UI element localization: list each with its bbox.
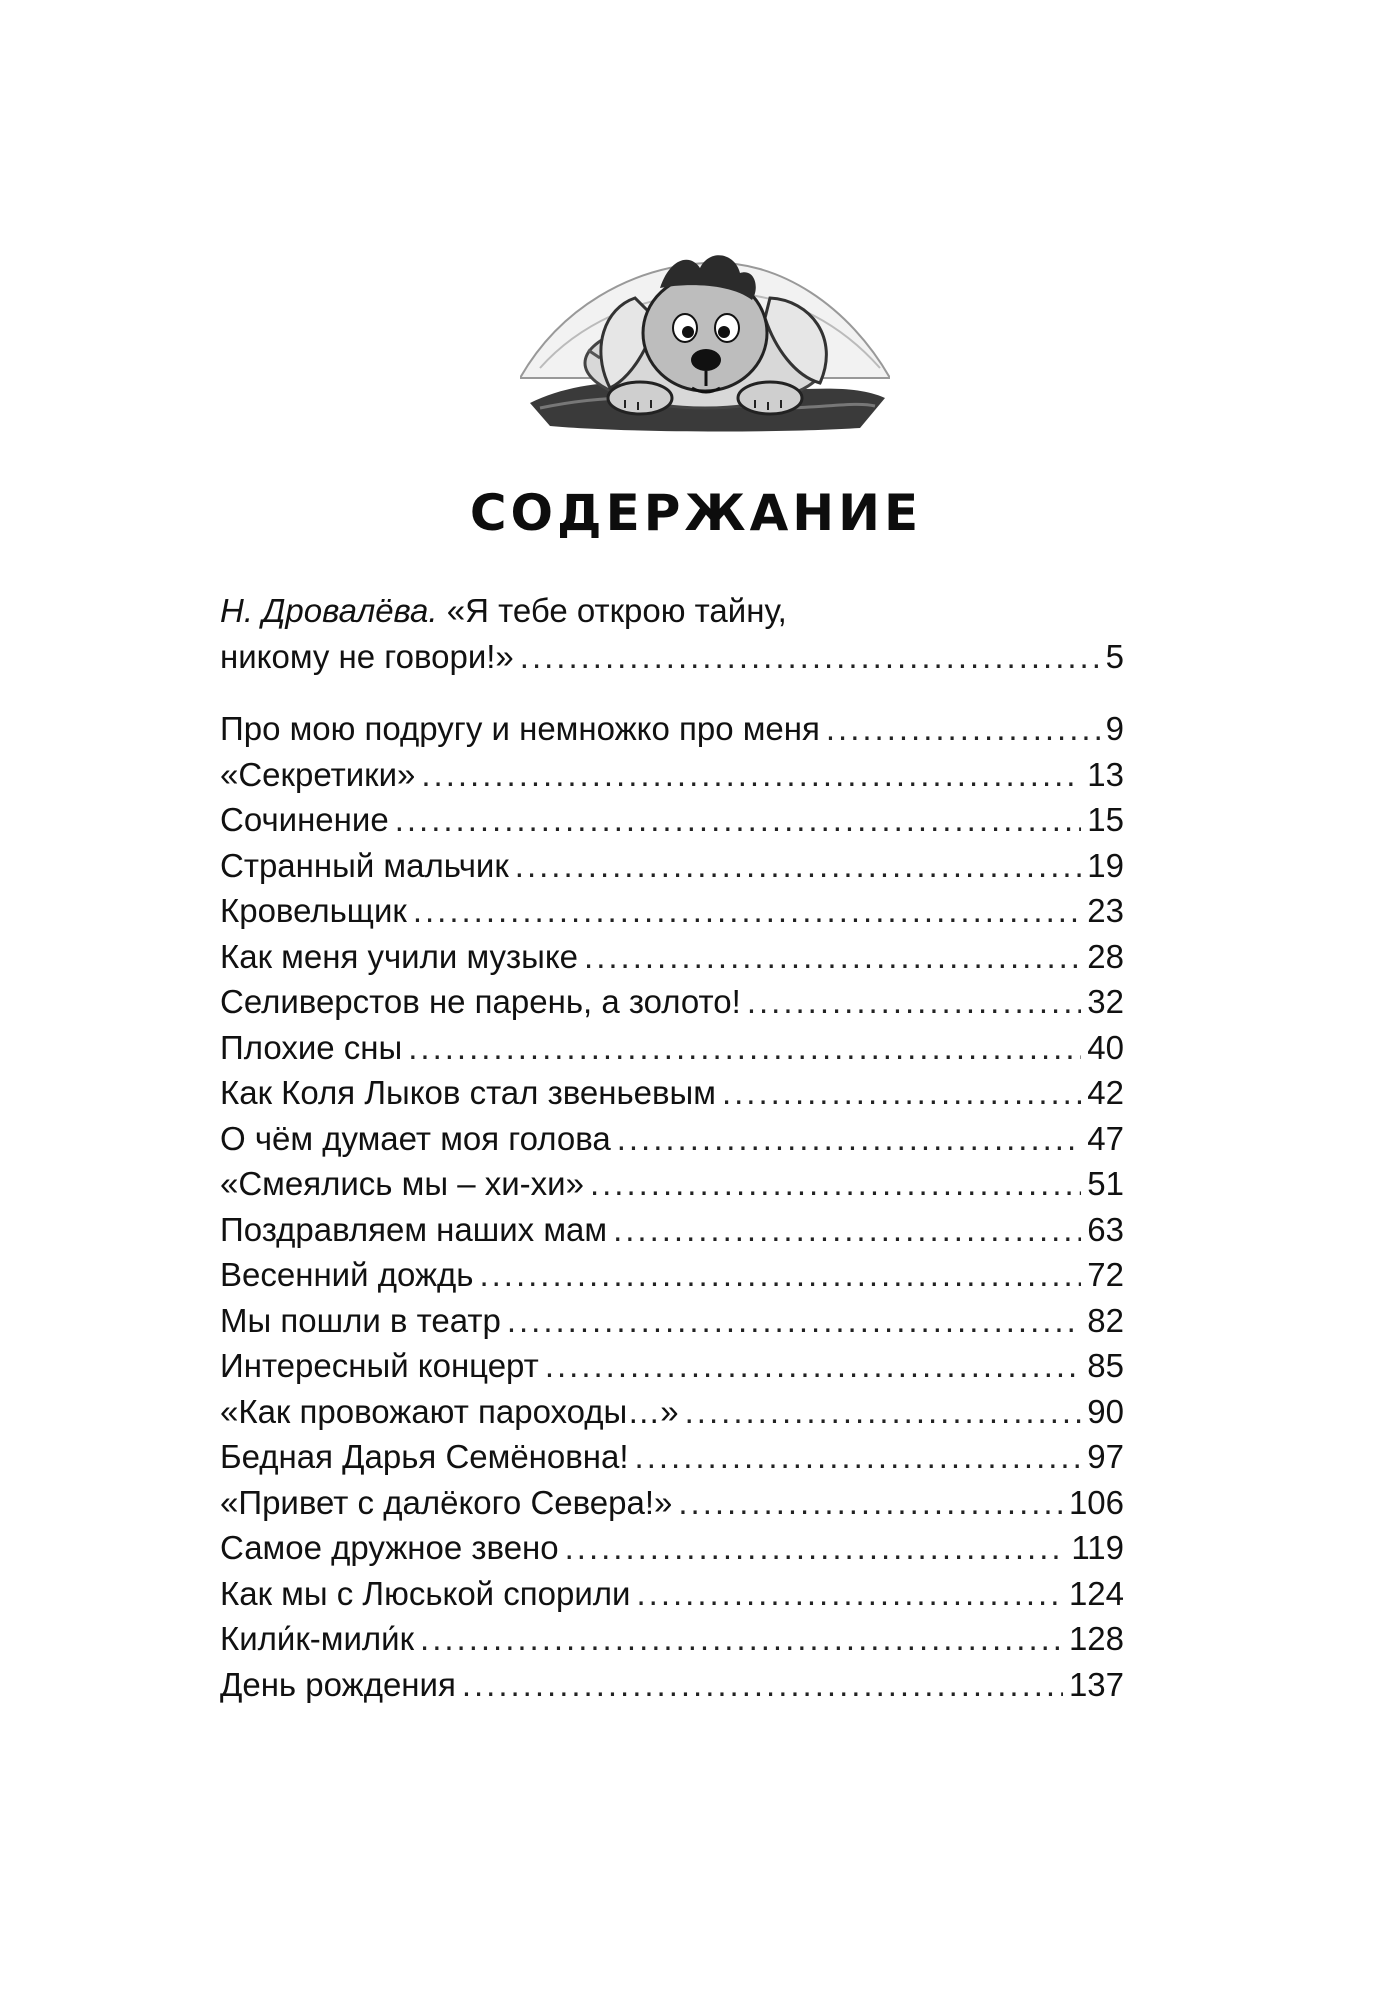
page-number: 15 <box>1087 801 1124 838</box>
page-number: 13 <box>1087 755 1124 793</box>
entries-list <box>220 706 1124 1707</box>
dot-leader <box>462 1662 1063 1708</box>
page-number: 128 <box>1068 1620 1124 1657</box>
page-number: 106 <box>1068 1483 1124 1521</box>
entry-title: Как меня учили музыке <box>220 937 579 975</box>
toc-entry[interactable] <box>220 1434 1124 1480</box>
dot-leader <box>408 1025 1081 1071</box>
page-number: 40 <box>1087 1028 1124 1066</box>
entry-title: День рождения <box>220 1665 456 1703</box>
toc-entry[interactable] <box>220 752 1124 798</box>
toc-entry[interactable] <box>220 843 1124 889</box>
dot-leader <box>617 1116 1082 1162</box>
puppy-illustration <box>520 228 890 438</box>
entry-title: Кили́к-мили́к <box>220 1620 415 1657</box>
page-number: 90 <box>1087 1392 1124 1430</box>
page-number: 72 <box>1087 1256 1124 1293</box>
entry-title: «Привет с далёкого Севера!» <box>220 1483 673 1521</box>
page-number: 137 <box>1068 1665 1124 1703</box>
entry-title: Интересный концерт <box>220 1347 539 1384</box>
page-number: 124 <box>1068 1574 1124 1612</box>
page-number: 42 <box>1087 1074 1124 1111</box>
toc-entry[interactable] <box>220 1662 1124 1708</box>
entry-title: Бедная Дарья Семёновна! <box>220 1438 629 1475</box>
page-number: 85 <box>1087 1347 1124 1384</box>
dot-leader <box>613 1207 1081 1253</box>
toc-heading: СОДЕРЖАНИЕ <box>469 484 923 542</box>
page-number: 23 <box>1087 892 1124 929</box>
entry-title: Плохие сны <box>220 1028 403 1066</box>
table-of-contents <box>220 588 1124 1707</box>
toc-entry[interactable] <box>220 1298 1124 1344</box>
toc-entry[interactable] <box>220 888 1124 934</box>
dot-leader <box>515 843 1082 889</box>
toc-entry[interactable] <box>220 1616 1124 1662</box>
page-number: 5 <box>1105 637 1124 675</box>
entry-title: «Смеялись мы – хи-хи» <box>220 1165 584 1202</box>
dot-leader <box>395 797 1082 843</box>
entry-title: Как мы с Люськой спорили <box>220 1574 631 1612</box>
entry-title: О чём думает моя голова <box>220 1119 611 1157</box>
entry-title: Поздравляем наших мам <box>220 1210 608 1248</box>
entry-title: Как Коля Лыков стал звеньевым <box>220 1074 716 1111</box>
entry-title: Селиверстов не парень, а золото! <box>220 983 741 1020</box>
intro-title-part-2: никому не говори!» <box>220 637 514 675</box>
dot-leader <box>590 1161 1081 1207</box>
dot-leader <box>421 752 1081 798</box>
entry-title: Сочинение <box>220 801 389 838</box>
dot-leader <box>507 1298 1081 1344</box>
dot-leader <box>826 706 1100 752</box>
page-number: 28 <box>1087 937 1124 975</box>
entry-title: Про мою подругу и немножко про меня <box>220 710 820 747</box>
toc-entry[interactable] <box>220 1207 1124 1253</box>
page-number: 97 <box>1087 1438 1124 1475</box>
toc-entry[interactable] <box>220 706 1124 752</box>
page-number: 82 <box>1087 1301 1124 1339</box>
intro-author: Н. Дровалёва. <box>220 592 438 629</box>
entry-title: Мы пошли в театр <box>220 1301 501 1339</box>
page-number: 9 <box>1105 710 1124 747</box>
dot-leader <box>420 1616 1063 1662</box>
page-number: 19 <box>1087 846 1124 884</box>
toc-entry[interactable] <box>220 1070 1124 1116</box>
dot-leader <box>413 888 1081 934</box>
toc-entry[interactable] <box>220 1571 1124 1617</box>
dot-leader <box>520 634 1100 680</box>
toc-entry[interactable] <box>220 979 1124 1025</box>
toc-entry[interactable] <box>220 1525 1124 1571</box>
dot-leader <box>635 1434 1082 1480</box>
page-number: 119 <box>1071 1529 1124 1566</box>
dot-leader <box>747 979 1081 1025</box>
dot-leader <box>637 1571 1063 1617</box>
entry-title: Самое дружное звено <box>220 1529 559 1566</box>
entry-title: «Как провожают пароходы…» <box>220 1392 679 1430</box>
toc-entry[interactable] <box>220 1116 1124 1162</box>
page-number: 47 <box>1087 1119 1124 1157</box>
entry-title: «Секретики» <box>220 755 416 793</box>
intro-title-line-1 <box>220 588 1124 634</box>
entry-title: Кровельщик <box>220 892 407 929</box>
entry-title: Странный мальчик <box>220 846 509 884</box>
intro-title-part-1: «Я тебе открою тайну, <box>446 592 787 629</box>
dot-leader <box>479 1252 1081 1298</box>
page-number: 32 <box>1087 983 1124 1020</box>
toc-entry[interactable] <box>220 1389 1124 1435</box>
dot-leader <box>545 1343 1081 1389</box>
page-number: 63 <box>1087 1210 1124 1248</box>
toc-entry[interactable] <box>220 1252 1124 1298</box>
toc-entry[interactable] <box>220 1161 1124 1207</box>
dot-leader <box>685 1389 1082 1435</box>
page-number: 51 <box>1087 1165 1124 1202</box>
dot-leader <box>678 1480 1063 1526</box>
toc-entry[interactable] <box>220 1025 1124 1071</box>
toc-entry[interactable] <box>220 934 1124 980</box>
intro-entry[interactable] <box>220 634 1124 680</box>
dot-leader <box>565 1525 1066 1571</box>
toc-entry[interactable] <box>220 1343 1124 1389</box>
toc-entry[interactable] <box>220 797 1124 843</box>
entry-title: Весенний дождь <box>220 1256 474 1293</box>
dot-leader <box>722 1070 1081 1116</box>
dot-leader <box>584 934 1081 980</box>
toc-entry[interactable] <box>220 1480 1124 1526</box>
